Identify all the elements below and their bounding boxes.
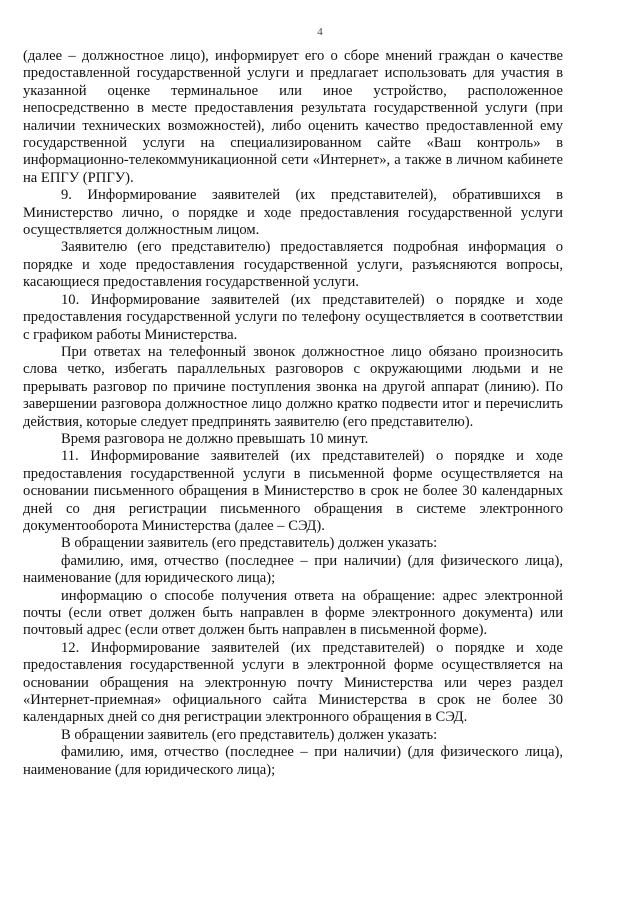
paragraph-detail-info: Заявителю (его представителю) предоставляется подробная информация о порядке и ходе предоставления государственной услуги, разъясняются вопросы, касающиеся предоставления государственной услуги. <box>23 239 563 291</box>
paragraph-item-9: 9. Информирование заявителей (их представителей), обратившихся в Министерство лично, о порядке и ходе предоставления государственной услуги осуществляется должностным лицом. <box>23 187 563 239</box>
paragraph-item-11: 11. Информирование заявителей (их представителей) о порядке и ходе предоставления государственной услуги в письменной форме осуществляется на основании письменного обращения в Министерство в срок не более 30 календарных дней со дня регистрации письменного обращения в системе электронного документооборота Министерства (далее – СЭД). <box>23 448 563 534</box>
paragraph-call-duration: Время разговора не должно превышать 10 минут. <box>61 430 369 447</box>
paragraph-name-requirement-electronic: фамилию, имя, отчество (последнее – при наличии) (для физического лица), наименование (для юридического лица); <box>23 744 563 778</box>
paragraph-request-requirements-electronic: В обращении заявитель (его представитель) должен указать: <box>61 726 438 743</box>
paragraph-response-method: информацию о способе получения ответа на обращение: адрес электронной почты (если ответ должен быть направлен в форме электронного документа) или почтовый адрес (если ответ должен быть направлен в письменной форме). <box>23 587 563 639</box>
document-body <box>23 48 563 779</box>
paragraph-request-requirements: В обращении заявитель (его представитель) должен указать: <box>61 535 438 552</box>
paragraph-name-requirement: фамилию, имя, отчество (последнее – при наличии) (для физического лица), наименование (для юридического лица); <box>23 552 563 587</box>
paragraph-continuation: (далее – должностное лицо), информирует его о сборе мнений граждан о качестве предоставленной государственной услуги и предлагает использовать для участия в указанной оценке терминальное или иное устройство, расположенное непосредственно в месте предоставления результата государственной услуги (при наличии технических возможностей), либо оценить качество предоставленной ему государственной услуги на специализированном сайте «Ваш контроль» в информационно-телекоммуникационной сети «Интернет», а также в личном кабинете на ЕПГУ (РПГУ). <box>23 48 563 186</box>
paragraph-phone-rules: При ответах на телефонный звонок должностное лицо обязано произносить слова четко, избегать параллельных разговоров с окружающими людьми и не прерывать разговор по причине поступления звонка на другой аппарат (линию). По завершении разговора должностное лицо должно кратко подвести итог и перечислить действия, которые следует предпринять заявителю (его представителю). <box>23 343 563 430</box>
paragraph-item-10: 10. Информирование заявителей (их представителей) о порядке и ходе предоставления государственной услуги по телефону осуществляется в соответствии с графиком работы Министерства. <box>23 291 563 343</box>
page-number: 4 <box>317 26 323 38</box>
paragraph-item-12: 12. Информирование заявителей (их представителей) о порядке и ходе предоставления государственной услуги в электронной форме осуществляется на основании обращения на электронную почту Министерства или через раздел «Интернет-приемная» официального сайта Министерства в срок не более 30 календарных дней со дня регистрации электронного обращения в СЭД. <box>23 639 563 726</box>
